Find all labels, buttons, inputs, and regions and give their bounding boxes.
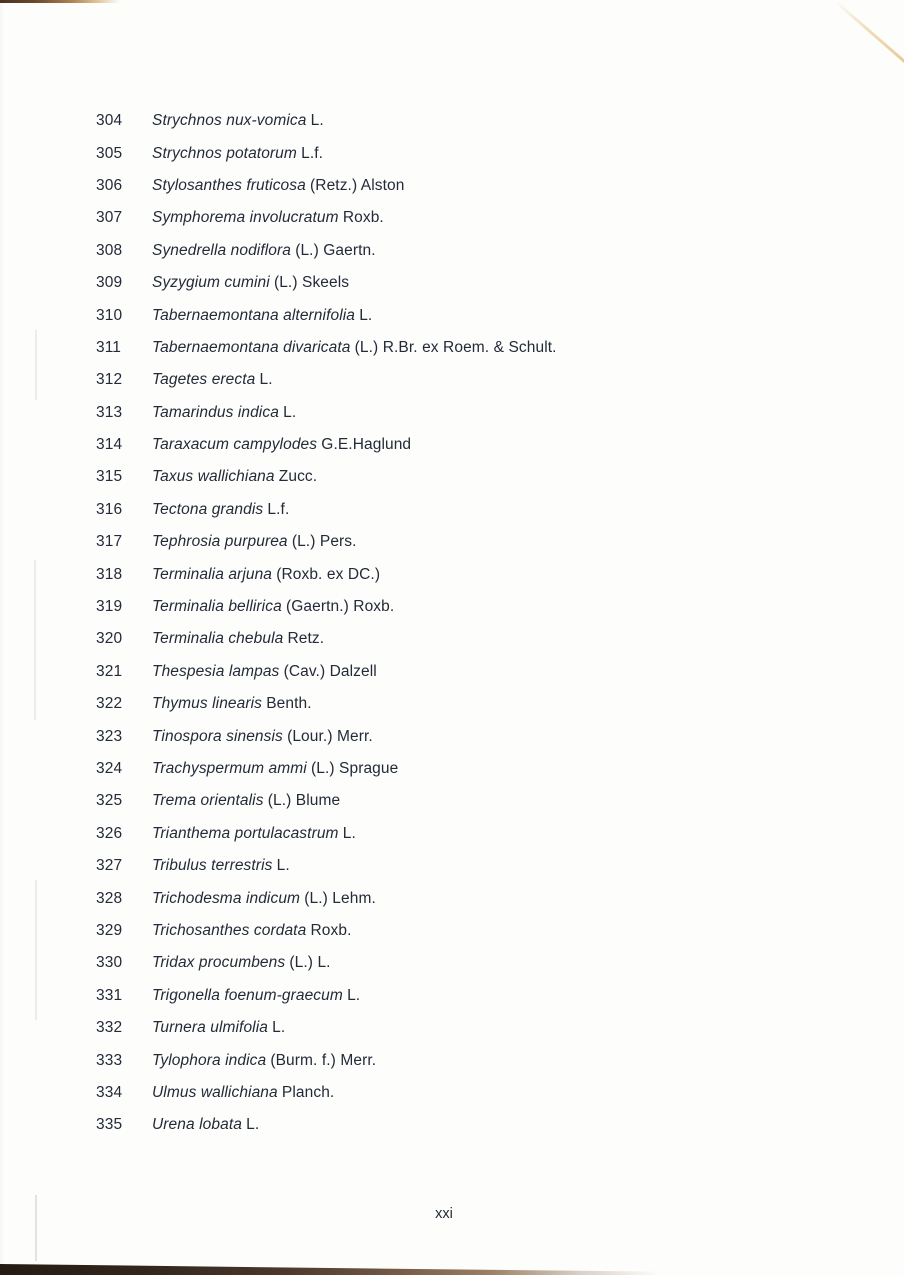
item-number: 306 [96,176,123,194]
item-number: 310 [96,306,123,324]
item-number: 325 [96,792,123,810]
species-entry [152,728,373,746]
species-entry [152,1084,334,1102]
author-abbrev: (L.) Skeels [273,274,350,292]
list-item [96,591,856,623]
species-entry [152,566,380,584]
item-number: 320 [96,630,123,648]
list-item [96,1077,856,1109]
species-entry [152,112,324,130]
species-entry [152,209,384,227]
species-entry [152,792,340,810]
list-item [96,882,856,914]
item-number: 304 [96,112,123,130]
species-name: Syzygium cumini [152,274,270,292]
species-name: Tectona grandis [152,500,264,518]
author-abbrev: (L.) Sprague [310,760,399,777]
author-abbrev: (Cav.) Dalzell [283,662,377,680]
species-entry [152,922,351,940]
species-entry [152,987,360,1005]
scan-edge-top-left [0,0,120,3]
list-item [96,1109,856,1141]
species-name: Tephrosia purpurea [152,533,288,551]
author-abbrev: G.E.Haglund [321,436,412,454]
item-number: 331 [96,986,123,1004]
item-number: 305 [96,144,123,162]
species-entry [152,825,356,843]
item-number: 332 [96,1019,123,1037]
author-abbrev: (L.) Blume [267,792,341,810]
list-item [96,720,856,752]
species-name: Trianthema portulacastrum [152,824,339,842]
item-number: 330 [96,954,123,972]
item-number: 319 [96,598,123,616]
scan-streak [35,1195,37,1261]
species-name: Tagetes erecta [152,371,256,389]
species-entry [152,857,290,875]
species-name: Thespesia lampas [152,662,280,680]
species-name: Tylophora indica [152,1051,267,1069]
species-name: Symphorema involucratum [152,209,339,227]
page-number: xxi [435,1206,453,1222]
species-entry [152,1116,259,1134]
author-abbrev: (L.) Gaertn. [295,241,376,259]
species-entry [152,598,394,616]
author-abbrev: L. [259,371,273,389]
species-name: Tridax procumbens [152,954,286,972]
list-item [96,915,856,947]
species-name: Strychnos potatorum [152,144,297,162]
author-abbrev: (Burm. f.) Merr. [270,1051,377,1069]
species-name: Trichosanthes cordata [152,921,307,939]
list-item [96,461,856,493]
author-abbrev: (L.) R.Br. ex Roem. & Schult. [354,338,557,356]
list-item [96,947,856,979]
author-abbrev: L. [310,112,324,130]
item-number: 333 [96,1051,123,1069]
item-number: 322 [96,695,123,713]
species-entry [152,468,317,486]
species-name: Trigonella foenum-graecum [152,986,343,1004]
list-item [96,494,856,526]
item-number: 308 [96,241,123,259]
author-abbrev: Retz. [287,630,325,648]
author-abbrev: (Retz.) Alston [310,176,405,194]
species-entry [152,760,398,778]
species-name: Terminalia arjuna [152,565,273,583]
item-number: 329 [96,921,123,939]
list-item [96,299,856,331]
item-number: 326 [96,824,123,842]
list-item [96,980,856,1012]
list-item [96,364,856,396]
author-abbrev: L. [347,986,361,1004]
author-abbrev: L. [272,1019,286,1037]
item-number: 321 [96,662,123,680]
item-number: 315 [96,468,123,486]
species-list [96,105,856,1142]
author-abbrev: Benth. [266,695,312,713]
species-entry [152,177,404,195]
list-item [96,818,856,850]
species-entry [152,307,372,325]
species-name: Turnera ulmifolia [152,1019,268,1037]
author-abbrev: (Gaertn.) Roxb. [285,598,395,616]
species-entry [152,371,273,389]
species-name: Trachyspermum ammi [152,760,307,777]
species-name: Trichodesma indicum [152,889,301,907]
author-abbrev: Roxb. [342,209,384,227]
item-number: 335 [96,1116,123,1134]
list-item [96,235,856,267]
species-name: Ulmus wallichiana [152,1083,278,1101]
species-entry [152,274,349,292]
author-abbrev: Roxb. [310,921,352,939]
list-item [96,526,856,558]
list-item [96,753,856,785]
species-entry [152,1052,376,1070]
species-entry [152,145,323,163]
author-abbrev: (Lour.) Merr. [287,727,373,745]
species-name: Urena lobata [152,1116,242,1134]
species-name: Strychnos nux-vomica [152,112,307,130]
author-abbrev: L. [246,1116,260,1134]
list-item [96,202,856,234]
scan-streak [35,330,37,400]
species-name: Trema orientalis [152,792,264,810]
item-number: 316 [96,500,123,518]
species-name: Tribulus terrestris [152,857,273,875]
species-entry [152,436,411,454]
author-abbrev: (L.) L. [289,954,331,972]
scan-streak [34,560,36,720]
item-number: 314 [96,436,123,454]
list-item [96,332,856,364]
species-entry [152,242,376,260]
species-entry [152,954,331,972]
list-item [96,429,856,461]
author-abbrev: L.f. [267,500,290,518]
species-name: Tinospora sinensis [152,727,283,745]
list-item [96,267,856,299]
author-abbrev: L. [359,306,373,324]
author-abbrev: (Roxb. ex DC.) [276,565,381,583]
scan-edge-top-right [834,0,904,65]
list-item [96,656,856,688]
item-number: 307 [96,209,123,227]
species-entry [152,695,312,713]
list-item [96,850,856,882]
item-number: 312 [96,371,123,389]
species-name: Synedrella nodiflora [152,241,292,259]
author-abbrev: (L.) Lehm. [304,889,376,907]
species-name: Thymus linearis [152,695,263,713]
species-entry [152,404,296,422]
list-item [96,785,856,817]
author-abbrev: L. [276,857,290,875]
species-entry [152,663,377,681]
species-name: Tabernaemontana divaricata [152,338,351,356]
list-item [96,137,856,169]
species-entry [152,501,289,519]
list-item [96,1044,856,1076]
list-item [96,170,856,202]
species-entry [152,630,324,648]
list-item [96,688,856,720]
item-number: 318 [96,565,123,583]
species-name: Stylosanthes fruticosa [152,176,306,194]
scan-streak [35,880,37,1020]
species-entry [152,1019,285,1037]
species-name: Taraxacum campylodes [152,436,318,454]
item-number: 309 [96,274,123,292]
item-number: 334 [96,1083,123,1101]
list-item [96,105,856,137]
list-item [96,623,856,655]
item-number: 328 [96,889,123,907]
item-number: 323 [96,727,123,745]
item-number: 327 [96,857,123,875]
species-entry [152,533,357,551]
author-abbrev: L.f. [301,144,324,162]
species-name: Taxus wallichiana [152,468,275,486]
list-item [96,1012,856,1044]
species-name: Tabernaemontana alternifolia [152,306,356,324]
species-entry [152,890,376,908]
list-item [96,558,856,590]
author-abbrev: Zucc. [278,468,318,486]
scan-edge-bottom [0,1263,660,1275]
author-abbrev: (L.) Pers. [291,533,357,551]
item-number: 311 [96,338,122,356]
item-number: 324 [96,760,123,777]
item-number: 313 [96,403,123,421]
author-abbrev: L. [342,824,356,842]
author-abbrev: Planch. [281,1083,335,1101]
item-number: 317 [96,533,123,551]
author-abbrev: L. [283,403,297,421]
species-name: Terminalia chebula [152,630,284,648]
species-name: Terminalia bellirica [152,598,282,616]
species-name: Tamarindus indica [152,403,279,421]
list-item [96,397,856,429]
species-entry [152,339,557,357]
